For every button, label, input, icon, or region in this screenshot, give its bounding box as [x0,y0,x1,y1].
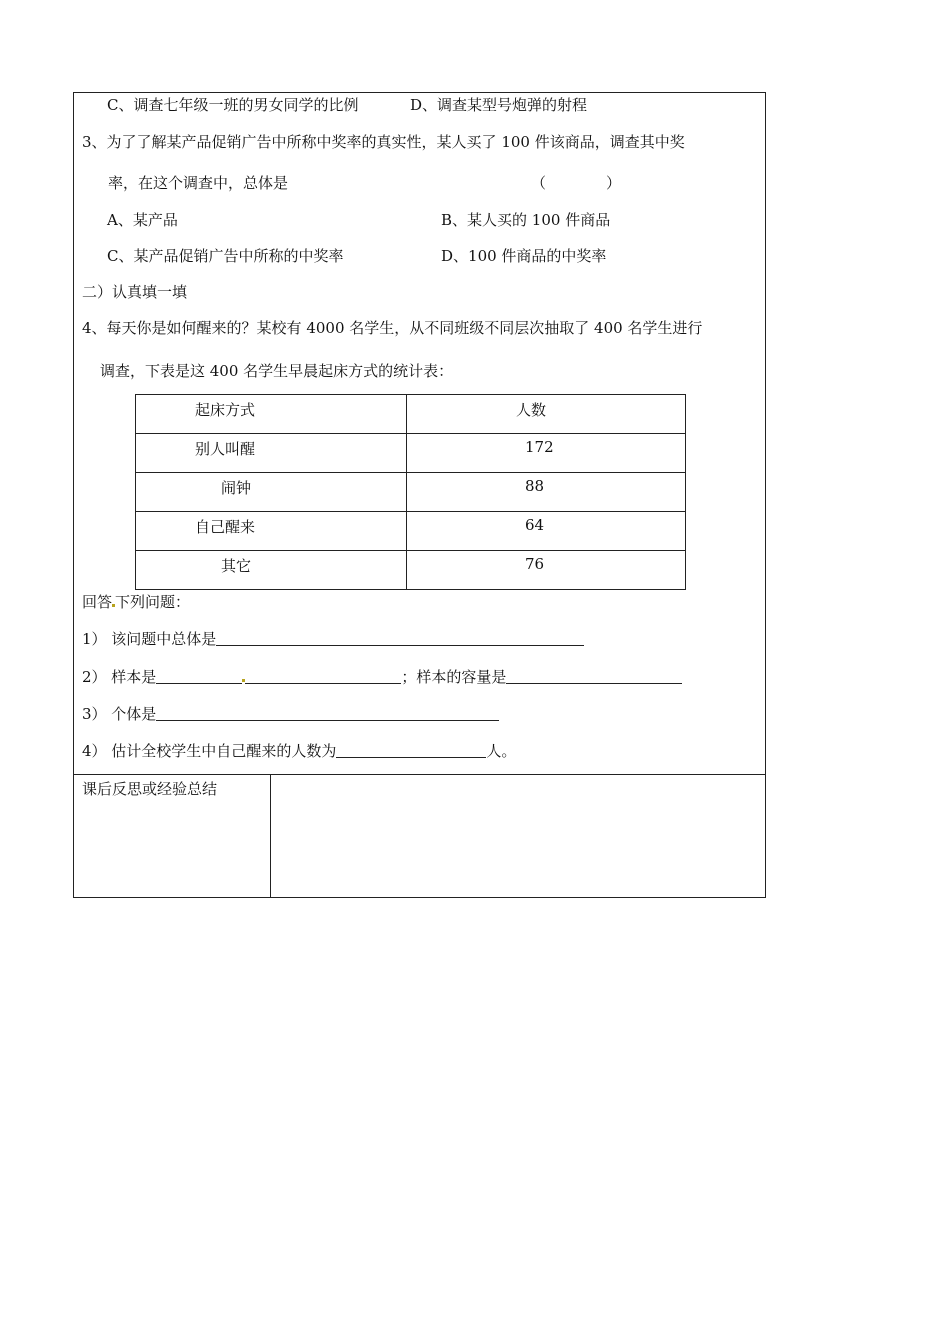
fill-item-3-text: 3） 个体是 [82,705,157,723]
q3-option-a: A、某产品 [107,211,178,229]
fill-item-4-text-b: 人。 [486,742,517,760]
fill-item-4 [82,739,516,761]
q3-stem-line2: 率，在这个调查中，总体是 [108,174,289,192]
answer-blank-2a[interactable] [156,667,242,684]
q3-option-c: C、某产品促销广告中所称的中奖率 [107,247,344,265]
q3-option-d: D、100 件商品的中奖率 [441,247,607,265]
answer-prompt-part2: 下列问题： [115,593,191,611]
fill-item-1 [82,627,584,649]
table-row [136,512,686,551]
q3-option-b: B、某人买的 100 件商品 [441,211,611,229]
answer-prompt [82,592,190,612]
answer-prompt-part1: 回答 [82,593,113,611]
table-cell-count: 64 [525,516,545,534]
section-title: 二）认真填一填 [82,283,188,301]
table-header-count: 人数 [516,401,547,419]
table-header-method: 起床方式 [195,401,256,419]
table-cell-count: 172 [525,438,554,456]
fill-item-2-text: 2） 样本是 [82,668,157,686]
table-cell-method: 自己醒来 [195,518,256,536]
answer-paren-close: ） [606,174,622,192]
fill-item-2-text-b: ；样本的容量是 [401,668,507,686]
answer-paren-open: （ [531,174,547,192]
q4-stem-line2: 调查，下表是这 400 名学生早晨起床方式的统计表： [100,362,454,380]
q3-stem-line1: 3、为了了解某产品促销广告中所称中奖率的真实性，某人买了 100 件该商品，调查其中奖 [82,133,685,151]
wake-up-table [135,394,686,590]
q2-option-d: D、调查某型号炮弹的射程 [410,96,588,114]
table-header-row [136,395,686,434]
reflection-area[interactable] [271,775,765,897]
table-row [136,434,686,473]
reflection-label: 课后反思或经验总结 [82,780,218,798]
table-row [136,551,686,590]
answer-blank-3[interactable] [156,704,499,721]
table-cell-method: 其它 [221,557,252,575]
q4-stem-line1: 4、每天你是如何醒来的？某校有 4000 名学生，从不同班级不同层次抽取了 400 名学生进行 [82,319,703,337]
fill-item-2 [82,665,682,687]
q2-option-c: C、调查七年级一班的男女同学的比例 [107,96,359,114]
answer-blank-1[interactable] [216,629,584,646]
answer-blank-2b[interactable] [245,667,401,684]
answer-blank-4[interactable] [336,741,486,758]
fill-item-1-text: 1） 该问题中总体是 [82,630,217,648]
fill-item-3 [82,702,499,724]
table-cell-count: 76 [525,555,545,573]
table-row [136,473,686,512]
answer-blank-2c[interactable] [506,667,682,684]
table-cell-method: 闹钟 [221,479,252,497]
fill-item-4-text: 4） 估计全校学生中自己醒来的人数为 [82,742,337,760]
table-cell-method: 别人叫醒 [195,440,256,458]
table-cell-count: 88 [525,477,545,495]
